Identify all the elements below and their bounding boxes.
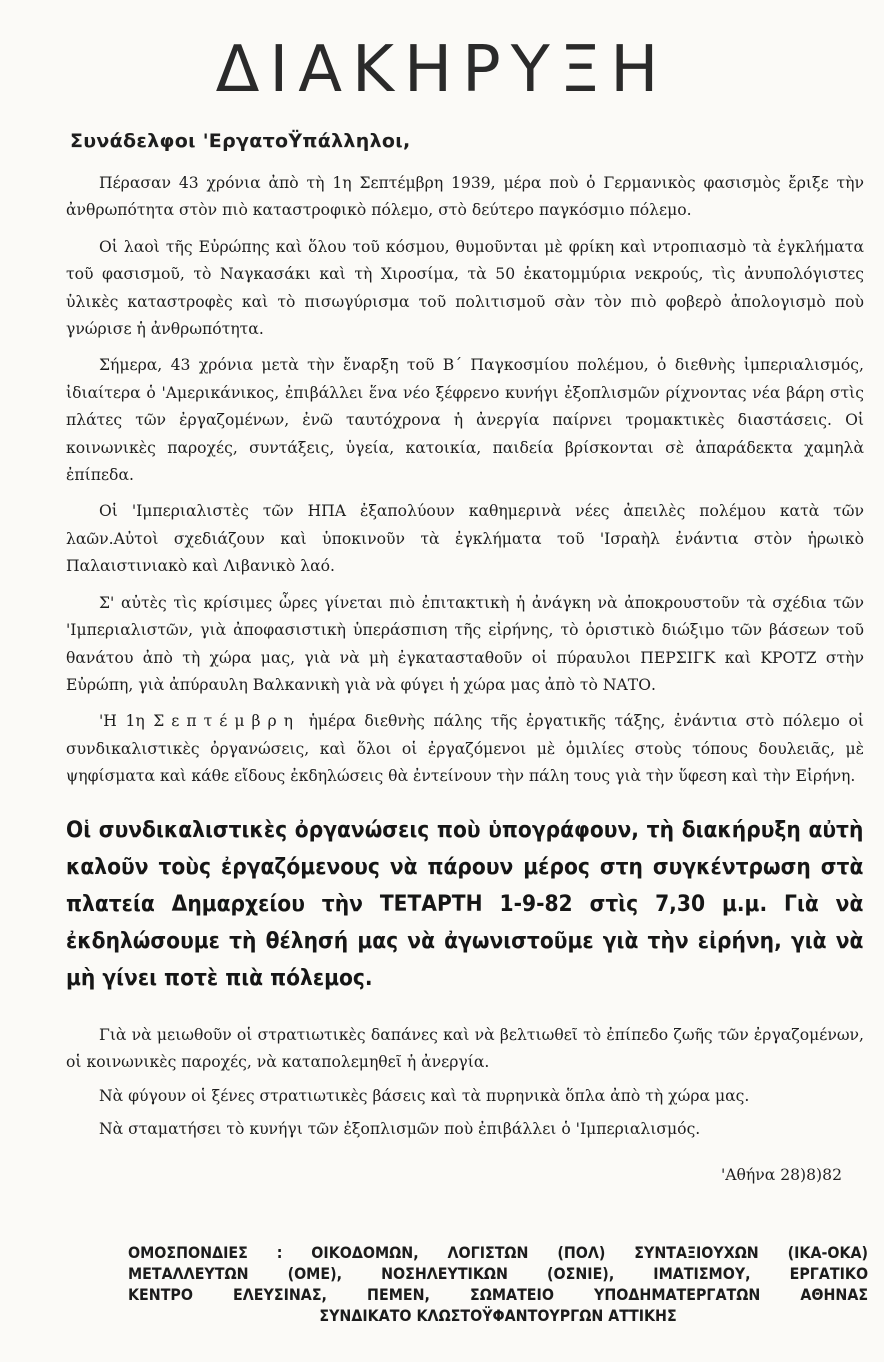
- signatories-line: ΟΜΟΣΠΟΝΔΙΕΣ : ΟΙΚΟΔΟΜΩΝ, ΛΟΓΙΣΤΩΝ (ΠΟΛ) ΣΥΝΤΑΞΙΟΥΧΩΝ (ΙΚΑ-ΟΚΑ): [128, 1243, 869, 1262]
- paragraph-6-rest: ἡμέρα διεθνὴς πάλης τῆς ἐργατικῆς τάξης, ἐνάντια στὸ πόλεμο οἱ συνδικαλιστικὲς ὀργανώσεις, καὶ ὅλοι οἱ ἐργαζόμενοι μὲ ὁμιλίες στοὺς τόπους δουλειᾶς, μὲ ψηφίσματα καὶ κάθε εἴδους ἐκδηλώσεις θὰ ἐντείνουν τὴν πάλη τους γιὰ τὴν ὕφεση καὶ τὴν Εἰρήνη.: [66, 712, 864, 786]
- document-title: ΔΙΑΚΗΡΥΞΗ: [215, 33, 669, 107]
- dateline: 'Αθήνα 28)8)82: [720, 1166, 842, 1184]
- demands-list: [66, 1022, 864, 1150]
- signatories-line: ΚΕΝΤΡΟ ΕΛΕΥΣΙΝΑΣ, ΠΕΜΕΝ, ΣΩΜΑΤΕΙΟ ΥΠΟΔΗΜΑΤΕΡΓΑΤΩΝ ΑΘΗΝΑΣ: [128, 1285, 869, 1304]
- paragraph-4: Οἱ 'Ιμπεριαλιστὲς τῶν ΗΠΑ ἐξαπολύουν καθημερινὰ νέες ἀπειλὲς πολέμου κατὰ τῶν λαῶν.Αὐτοὶ σχεδιάζουν καὶ ὑποκινοῦν τὰ ἐγκλήματα τοῦ 'Ισραὴλ ἐνάντια στὸν ἡρωικὸ Παλαιστινιακὸ καὶ Λιβανικὸ λαό.: [66, 502, 864, 576]
- paragraph-6-spaced-word: Σεπτέμβρη: [153, 712, 300, 731]
- rally-announcement-text: Οἱ συνδικαλιστικὲς ὀργανώσεις ποὺ ὑπογράφουν, τὴ διακήρυξη αὐτὴ καλοῦν τοὺς ἐργαζόμενους νὰ πάρουν μέρος στη συγκέντρωση στὰ πλατεία Δημαρχείου τὴν ΤΕΤΑΡΤΗ 1-9-82 στὶς 7,30 μ.μ. Γιὰ νὰ ἐκδηλώσουμε τὴ θέλησή μας νὰ ἀγωνιστοῦμε γιὰ τὴν εἰρήνη, γιὰ νὰ μὴ γίνει ποτὲ πιὰ πόλεμος.: [66, 817, 864, 991]
- paragraph-3: Σήμερα, 43 χρόνια μετὰ τὴν ἔναρξη τοῦ Β΄ Παγκοσμίου πολέμου, ὁ διεθνὴς ἰμπεριαλισμός, ἰδιαίτερα ὁ 'Αμερικάνικος, ἐπιβάλλει ἕνα νέο ξέφρενο κυνήγι ἐξοπλισμῶν ρίχνοντας νέα βάρη στὶς πλάτες τῶν ἐργαζομένων, ἐνῶ ταυτόχρονα ἡ ἀνεργία παίρνει τρομακτικὲς διαστάσεις. Οἱ κοινωνικὲς παροχές, συντάξεις, ὑγεία, κατοικία, παιδεία βρίσκονται σὲ ἀπαράδεκτα χαμηλὰ ἐπίπεδα.: [66, 356, 864, 485]
- signatories-line: ΜΕΤΑΛΛΕΥΤΩΝ (ΟΜΕ), ΝΟΣΗΛΕΥΤΙΚΩΝ (ΟΣΝΙΕ), ΙΜΑΤΙΣΜΟΥ, ΕΡΓΑΤΙΚΟ: [128, 1264, 869, 1283]
- paragraph-2: Οἱ λαοὶ τῆς Εὐρώπης καὶ ὅλου τοῦ κόσμου, θυμοῦνται μὲ φρίκη καὶ ντροπιασμὸ τὰ ἐγκλήματα τοῦ φασισμοῦ, τὸ Ναγκασάκι καὶ τὴ Χιροσίμα, τὰ 50 ἑκατομμύρια νεκρούς, τὶς ἀνυπολόγιστες ὑλικὲς καταστροφὲς καὶ τὸ πισωγύρισμα τοῦ πολιτισμοῦ σὰν τὸν πιὸ φοβερὸ ἀπολογισμὸ ποὺ γνώρισε ἡ ἀνθρωπότητα.: [66, 237, 864, 339]
- paragraph-1: Πέρασαν 43 χρόνια ἀπὸ τὴ 1η Σεπτέμβρη 1939, μέρα ποὺ ὁ Γερμανικὸς φασισμὸς ἔριξε τὴν ἀνθρωπότητα στὸν πιὸ καταστροφικὸ πόλεμο, στὸ δεύτερο παγκόσμιο πόλεμο.: [66, 174, 864, 220]
- body-text: [66, 170, 864, 800]
- paragraph-6-lead: 'Η 1η: [99, 712, 145, 731]
- rally-announcement: [66, 812, 863, 997]
- signatories-block: [128, 1242, 869, 1326]
- demand-item: Γιὰ νὰ μειωθοῦν οἱ στρατιωτικὲς δαπάνες καὶ νὰ βελτιωθεῖ τὸ ἐπίπεδο ζωῆς τῶν ἐργαζομένων, οἱ κοινωνικὲς παροχές, νὰ καταπολεμηθεῖ ἡ ἀνεργία.: [66, 1026, 864, 1072]
- salutation: Συνάδελφοι 'ΕργατοΫπάλληλοι,: [70, 130, 411, 152]
- demand-item: Νὰ φύγουν οἱ ξένες στρατιωτικὲς βάσεις καὶ τὰ πυρηνικὰ ὅπλα ἀπὸ τὴ χώρα μας.: [99, 1086, 750, 1105]
- paragraph-6: [66, 708, 864, 790]
- paragraph-5: Σ' αὐτὲς τὶς κρίσιμες ὧρες γίνεται πιὸ ἐπιτακτικὴ ἡ ἀνάγκη νὰ ἀποκρουστοῦν τὰ σχέδια τῶν 'Ιμπεριαλιστῶν, γιὰ ἀποφασιστικὴ ὑπεράσπιση τῆς εἰρήνης, τὸ ὁριστικὸ διώξιμο τῶν βάσεων τοῦ θανάτου ἀπὸ τὴ χώρα μας, γιὰ νὰ μὴ ἐγκατασταθοῦν οἱ πύραυλοι ΠΕΡΣΙΓΚ καὶ ΚΡΟΤΖ στὴν Εὐρώπη, γιὰ ἀπύραυλη Βαλκανικὴ γιὰ νὰ φύγει ἡ χώρα μας ἀπὸ τὸ ΝΑΤΟ.: [66, 593, 864, 694]
- signatories-line: ΣΥΝΔΙΚΑΤΟ ΚΛΩΣΤΟΫΦΑΝΤΟΥΡΓΩΝ ΑΤΤΙΚΗΣ: [319, 1306, 677, 1325]
- demand-item: Νὰ σταματήσει τὸ κυνήγι τῶν ἐξοπλισμῶν ποὺ ἐπιβάλλει ὁ 'Ιμπεριαλισμός.: [99, 1120, 701, 1139]
